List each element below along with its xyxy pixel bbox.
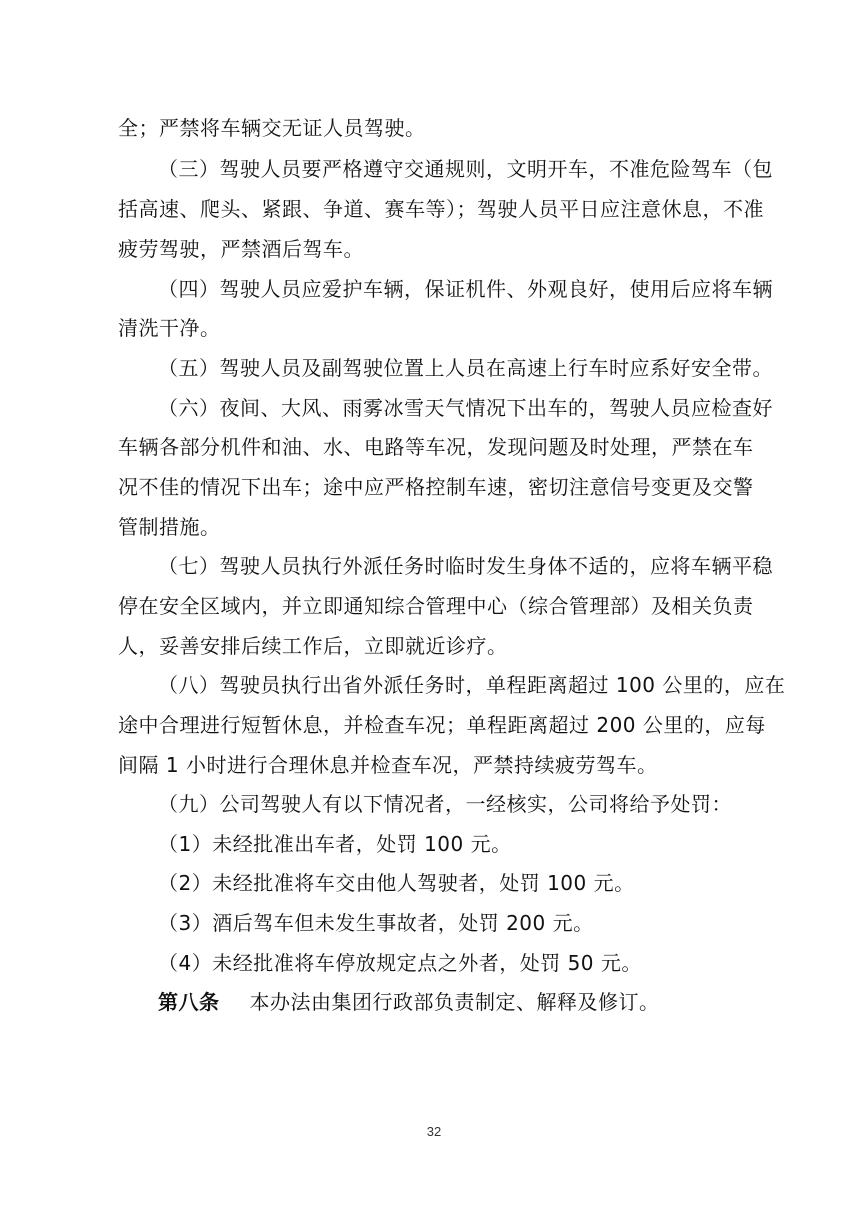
text-line: 人，妥善安排后续工作后，立即就近诊疗。: [118, 634, 508, 658]
text-line: 全；严禁将车辆交无证人员驾驶。: [118, 116, 426, 140]
text-line: 停在安全区域内，并立即通知综合管理中心（综合管理部）及相关负责: [118, 594, 754, 618]
text-line: 括高速、爬头、紧跟、争道、赛车等）；驾驶人员平日应注意休息，不准: [118, 197, 764, 221]
text-line: （七）驾驶人员执行外派任务时临时发生身体不适的，应将车辆平稳: [158, 554, 773, 578]
text-line: 疲劳驾驶，严禁酒后驾车。: [118, 237, 364, 261]
text-line: （四）驾驶人员应爱护车辆，保证机件、外观良好，使用后应将车辆: [158, 277, 773, 301]
text-line: 管制措施。: [118, 515, 221, 539]
text-line: （4）未经批准将车停放规定点之外者，处罚 50 元。: [158, 951, 642, 975]
text-line: 间隔 1 小时进行合理休息并检查车况，严禁持续疲劳驾车。: [118, 753, 658, 777]
text-line: （九）公司驾驶人有以下情况者，一经核实，公司将给予处罚：: [158, 792, 732, 816]
article-line: [158, 988, 660, 1016]
text-line: （六）夜间、大风、雨雾冰雪天气情况下出车的，驾驶人员应检查好: [158, 396, 773, 420]
text-line: （2）未经批准将车交由他人驾驶者，处罚 100 元。: [158, 871, 635, 895]
text-line: （3）酒后驾车但未发生事故者，处罚 200 元。: [158, 911, 594, 935]
page-number: 32: [426, 1124, 442, 1139]
article-text: 本办法由集团行政部负责制定、解释及修订。: [249, 990, 660, 1014]
text-line: （八）驾驶员执行出省外派任务时，单程距离超过 100 公里的，应在: [158, 673, 786, 697]
text-line: 车辆各部分机件和油、水、电路等车况，发现问题及时处理，严禁在车: [118, 435, 754, 459]
text-line: （三）驾驶人员要严格遵守交通规则，文明开车，不准危险驾车（包: [158, 157, 773, 181]
text-line: 途中合理进行短暂休息，并检查车况；单程距离超过 200 公里的，应每: [118, 713, 766, 737]
text-line: （五）驾驶人员及副驾驶位置上人员在高速上行车时应系好安全带。: [158, 356, 773, 380]
text-line: 清洗干净。: [118, 316, 221, 340]
text-line: 况不佳的情况下出车；途中应严格控制车速，密切注意信号变更及交警: [118, 475, 754, 499]
text-line: （1）未经批准出车者，处罚 100 元。: [158, 832, 512, 856]
article-label: 第八条: [158, 990, 220, 1014]
